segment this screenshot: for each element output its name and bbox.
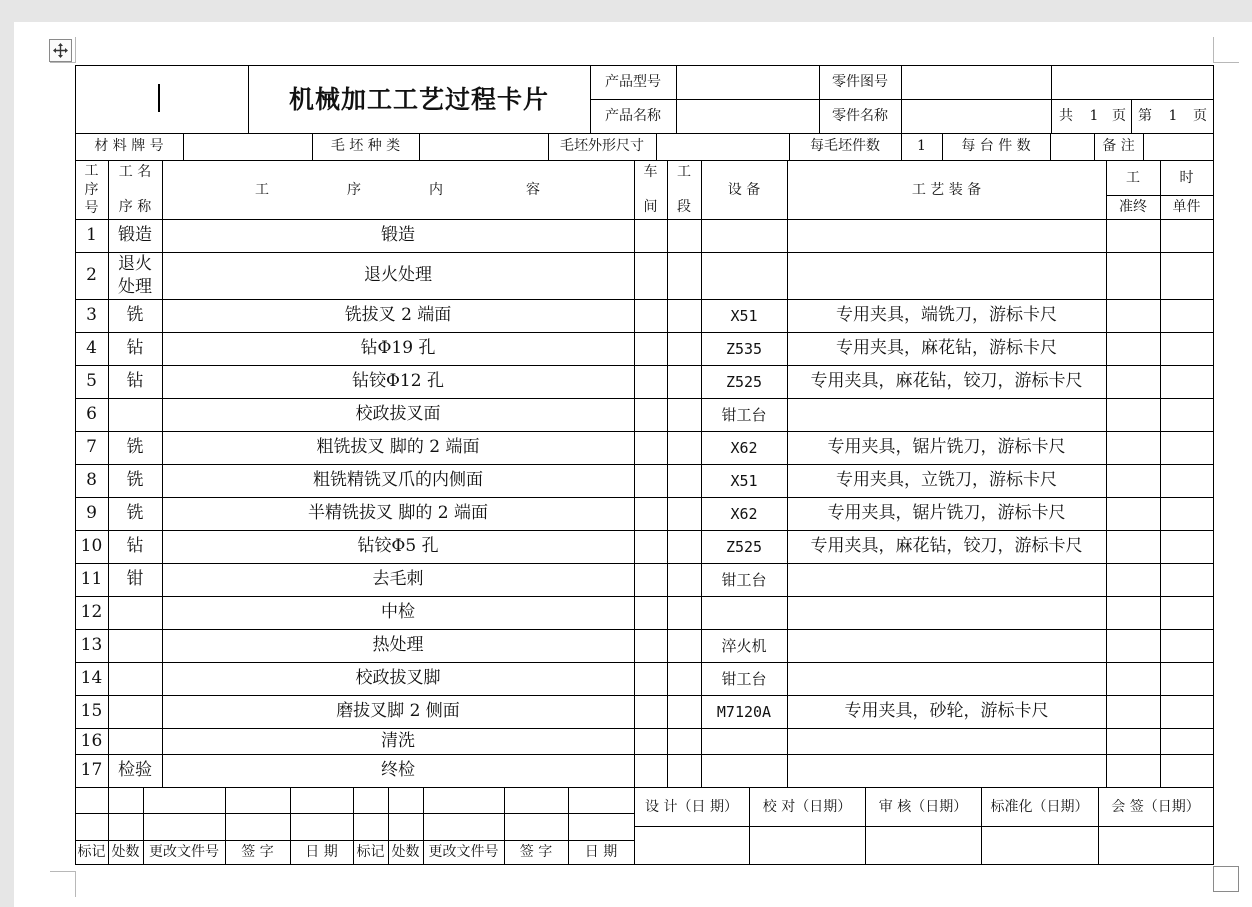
op-prep-time-cell[interactable] <box>1106 464 1160 497</box>
blank-type-field[interactable] <box>419 133 548 160</box>
part-drawing-no-label: 零件图号 <box>832 74 888 91</box>
parts-per-blank-value: 1 <box>917 138 926 155</box>
op-number: 8 <box>86 470 97 491</box>
op-unit-time-cell[interactable] <box>1160 596 1213 629</box>
table-rule <box>1106 195 1214 196</box>
col-op-no-3: 号 <box>84 199 99 216</box>
col-workshop-2: 间 <box>643 198 658 215</box>
op-prep-time-cell[interactable] <box>1106 497 1160 530</box>
op-prep-time-cell[interactable] <box>1106 252 1160 299</box>
col-unit-time: 单件 <box>1172 198 1201 215</box>
op-unit-time-cell[interactable] <box>1160 754 1213 787</box>
col-content-4: 容 <box>526 181 540 198</box>
card-title: 机械加工工艺过程卡片 <box>288 84 549 114</box>
op-tooling: 专用夹具，锯片铣刀，游标卡尺 <box>827 503 1066 524</box>
table-rule <box>108 787 109 865</box>
page-number: 1 <box>1168 107 1178 124</box>
col-op-name-1: 工 名 <box>118 163 152 180</box>
op-tooling: 专用夹具，锯片铣刀，游标卡尺 <box>827 437 1066 458</box>
countersign-date-label: 会 签（日期） <box>1111 798 1200 815</box>
op-unit-time-cell[interactable] <box>1160 728 1213 754</box>
op-workshop-cell[interactable] <box>634 497 667 530</box>
op-name <box>108 662 162 695</box>
total-page-unit: 页 <box>1112 107 1126 124</box>
op-section-cell[interactable] <box>667 431 701 464</box>
op-equipment: Z525 <box>725 537 763 556</box>
part-drawing-no-field[interactable] <box>901 66 1051 99</box>
op-equipment <box>701 728 787 754</box>
op-unit-time-cell[interactable] <box>1160 219 1213 252</box>
op-tooling: 专用夹具，砂轮，游标卡尺 <box>844 701 1049 722</box>
op-tooling <box>787 398 1106 431</box>
col-content-1: 工 <box>255 181 269 198</box>
standardize-date-label: 标准化（日期） <box>990 798 1089 815</box>
op-prep-time-cell[interactable] <box>1106 299 1160 332</box>
op-number: 13 <box>80 635 103 656</box>
part-name-field[interactable] <box>901 99 1051 133</box>
op-equipment <box>701 219 787 252</box>
remarks-label: 备 注 <box>1102 138 1135 155</box>
footer-date-label: 日 期 <box>305 843 338 860</box>
review-date-label: 审 核（日期） <box>878 798 968 815</box>
op-section-cell[interactable] <box>667 754 701 787</box>
op-prep-time-cell[interactable] <box>1106 563 1160 596</box>
op-workshop-cell[interactable] <box>634 398 667 431</box>
col-content-2: 序 <box>347 181 361 198</box>
op-name <box>108 596 162 629</box>
op-tooling: 专用夹具，麻花钻，铰刀，游标卡尺 <box>810 371 1083 392</box>
remarks-field[interactable] <box>1143 133 1213 160</box>
op-tooling: 专用夹具，端铣刀，游标卡尺 <box>836 305 1057 326</box>
col-equipment: 设 备 <box>727 181 761 198</box>
op-section-cell[interactable] <box>667 365 701 398</box>
proofread-date-label: 校 对（日期） <box>762 798 852 815</box>
blank-type-label: 毛 坯 种 类 <box>330 138 401 155</box>
col-tooling: 工 艺 装 备 <box>911 181 982 198</box>
table-rule <box>656 133 657 161</box>
table-rule <box>75 840 635 841</box>
table-rule <box>419 133 420 161</box>
op-prep-time-cell[interactable] <box>1106 596 1160 629</box>
op-number: 10 <box>80 536 103 557</box>
op-workshop-cell[interactable] <box>634 728 667 754</box>
table-rule <box>75 864 1214 865</box>
op-content: 磨拔叉脚 2 侧面 <box>336 701 460 722</box>
footer-change-doc-label: 更改文件号 <box>149 843 219 860</box>
op-section-cell[interactable] <box>667 252 701 299</box>
table-rule <box>290 787 291 865</box>
total-pages: 1 <box>1089 107 1099 124</box>
op-equipment: 淬火机 <box>721 636 767 655</box>
op-workshop-cell[interactable] <box>634 563 667 596</box>
op-content: 中检 <box>381 602 415 623</box>
op-workshop-cell[interactable] <box>634 530 667 563</box>
op-name: 退火处理 <box>118 254 152 297</box>
op-prep-time-cell[interactable] <box>1106 398 1160 431</box>
op-section-cell[interactable] <box>667 695 701 728</box>
op-unit-time-cell[interactable] <box>1160 662 1213 695</box>
op-tooling <box>787 629 1106 662</box>
table-rule <box>423 787 424 865</box>
op-section-cell[interactable] <box>667 332 701 365</box>
op-unit-time-cell[interactable] <box>1160 530 1213 563</box>
op-content: 去毛刺 <box>372 569 424 590</box>
col-op-name-2: 序 称 <box>118 198 152 215</box>
col-op-no-2: 序 <box>84 181 99 198</box>
op-prep-time-cell[interactable] <box>1106 219 1160 252</box>
op-equipment: 钳工台 <box>721 669 767 688</box>
op-content: 钻Φ19 孔 <box>360 338 436 359</box>
op-workshop-cell[interactable] <box>634 219 667 252</box>
op-prep-time-cell[interactable] <box>1106 695 1160 728</box>
table-rule <box>75 787 1214 788</box>
footer-mark-label: 标记 <box>77 843 106 860</box>
op-prep-time-cell[interactable] <box>1106 754 1160 787</box>
op-workshop-cell[interactable] <box>634 431 667 464</box>
op-tooling <box>787 563 1106 596</box>
footer-mark-label-2: 标记 <box>356 843 385 860</box>
table-rule <box>183 133 184 161</box>
op-workshop-cell[interactable] <box>634 252 667 299</box>
op-equipment: M7120A <box>716 702 772 721</box>
op-workshop-cell[interactable] <box>634 662 667 695</box>
op-name <box>108 695 162 728</box>
op-workshop-cell[interactable] <box>634 332 667 365</box>
product-name-label: 产品名称 <box>605 107 661 124</box>
product-name-field[interactable] <box>676 99 819 133</box>
op-section-cell[interactable] <box>667 563 701 596</box>
op-name: 钻 <box>126 338 144 359</box>
table-rule <box>634 826 1214 827</box>
table-rule <box>1213 65 1214 865</box>
op-tooling <box>787 662 1106 695</box>
op-content: 锻造 <box>381 225 415 246</box>
table-rule <box>590 99 1214 100</box>
table-rule <box>312 133 313 161</box>
table-rule <box>75 160 1214 161</box>
op-content: 钻铰Φ12 孔 <box>352 371 444 392</box>
op-section-cell[interactable] <box>667 398 701 431</box>
table-rule <box>981 787 982 865</box>
op-name: 检验 <box>118 760 152 781</box>
op-number: 7 <box>86 437 97 458</box>
op-number: 5 <box>86 371 97 392</box>
col-section-1: 工 <box>677 163 691 180</box>
op-tooling: 专用夹具，麻花钻，游标卡尺 <box>836 338 1057 359</box>
table-rule <box>353 787 354 865</box>
op-unit-time-cell[interactable] <box>1160 252 1213 299</box>
op-number: 9 <box>86 503 97 524</box>
col-section-2: 段 <box>677 198 691 215</box>
op-unit-time-cell[interactable] <box>1160 497 1213 530</box>
op-equipment: X62 <box>730 504 758 523</box>
parts-per-unit-field[interactable] <box>1050 133 1094 160</box>
op-prep-time-cell[interactable] <box>1106 431 1160 464</box>
op-workshop-cell[interactable] <box>634 299 667 332</box>
op-number: 15 <box>80 701 103 722</box>
blank-size-label: 毛坯外形尺寸 <box>560 138 644 155</box>
op-name <box>108 728 162 754</box>
op-workshop-cell[interactable] <box>634 629 667 662</box>
op-unit-time-cell[interactable] <box>1160 464 1213 497</box>
op-content: 校政拔叉面 <box>355 404 441 425</box>
op-section-cell[interactable] <box>667 596 701 629</box>
table-rule <box>749 787 750 865</box>
op-equipment: 钳工台 <box>721 405 767 424</box>
op-content: 退火处理 <box>364 265 432 286</box>
op-content: 半精铣拔叉 脚的 2 端面 <box>307 503 489 524</box>
table-rule <box>634 787 635 865</box>
design-date-label: 设 计（日 期） <box>645 798 738 815</box>
footer-count-label-2: 处数 <box>391 843 420 860</box>
op-prep-time-cell[interactable] <box>1106 332 1160 365</box>
op-name: 钻 <box>126 536 144 557</box>
col-time-2: 时 <box>1179 169 1194 186</box>
op-equipment: 钳工台 <box>721 570 767 589</box>
op-section-cell[interactable] <box>667 530 701 563</box>
table-rule <box>1098 787 1099 865</box>
op-content: 粗铣精铣叉爪的内侧面 <box>313 470 483 491</box>
op-workshop-cell[interactable] <box>634 754 667 787</box>
op-number: 12 <box>80 602 103 623</box>
op-unit-time-cell[interactable] <box>1160 695 1213 728</box>
op-name: 铣 <box>126 503 144 524</box>
op-name <box>108 629 162 662</box>
op-name <box>108 398 162 431</box>
op-section-cell[interactable] <box>667 728 701 754</box>
op-section-cell[interactable] <box>667 464 701 497</box>
op-content: 热处理 <box>372 635 424 656</box>
op-unit-time-cell[interactable] <box>1160 299 1213 332</box>
op-unit-time-cell[interactable] <box>1160 431 1213 464</box>
table-rule <box>942 133 943 161</box>
op-number: 6 <box>86 404 97 425</box>
op-name: 铣 <box>126 305 144 326</box>
op-content: 校政拔叉脚 <box>355 668 441 689</box>
op-prep-time-cell[interactable] <box>1106 629 1160 662</box>
op-prep-time-cell[interactable] <box>1106 728 1160 754</box>
table-rule <box>225 787 226 865</box>
table-rule <box>548 133 549 161</box>
op-tooling <box>787 728 1106 754</box>
op-content: 粗铣拔叉 脚的 2 端面 <box>316 437 480 458</box>
op-number: 4 <box>86 338 97 359</box>
table-rule <box>1143 133 1144 161</box>
col-time-1: 工 <box>1126 169 1140 186</box>
part-name-label: 零件名称 <box>832 107 888 124</box>
op-section-cell[interactable] <box>667 629 701 662</box>
op-equipment <box>701 754 787 787</box>
op-unit-time-cell[interactable] <box>1160 398 1213 431</box>
parts-per-unit-label: 每 台 件 数 <box>961 138 1031 155</box>
op-unit-time-cell[interactable] <box>1160 332 1213 365</box>
op-equipment: X51 <box>730 471 758 490</box>
op-equipment: Z535 <box>725 339 763 358</box>
op-number: 3 <box>86 305 97 326</box>
table-rule <box>865 787 866 865</box>
table-rule <box>75 813 635 814</box>
table-rule <box>75 133 1214 134</box>
op-section-cell[interactable] <box>667 219 701 252</box>
op-name: 铣 <box>126 470 144 491</box>
op-number: 2 <box>86 265 97 286</box>
op-workshop-cell[interactable] <box>634 695 667 728</box>
op-equipment: X51 <box>730 306 758 325</box>
op-number: 14 <box>80 668 103 689</box>
op-workshop-cell[interactable] <box>634 464 667 497</box>
op-prep-time-cell[interactable] <box>1106 530 1160 563</box>
col-content-3: 内 <box>429 181 443 198</box>
op-prep-time-cell[interactable] <box>1106 365 1160 398</box>
op-section-cell[interactable] <box>667 497 701 530</box>
op-equipment <box>701 252 787 299</box>
op-name: 钻 <box>126 371 144 392</box>
table-rule <box>504 787 505 865</box>
parts-per-blank-label: 每毛坯件数 <box>810 138 880 155</box>
op-section-cell[interactable] <box>667 299 701 332</box>
op-content: 钻铰Φ5 孔 <box>357 536 439 557</box>
table-rule <box>901 133 902 161</box>
op-number: 1 <box>86 225 97 246</box>
table-rule <box>143 787 144 865</box>
op-workshop-cell[interactable] <box>634 365 667 398</box>
op-number: 16 <box>80 730 103 751</box>
op-tooling: 专用夹具，立铣刀，游标卡尺 <box>836 470 1057 491</box>
page-label: 第 <box>1138 107 1152 124</box>
footer-signature-label: 签 字 <box>241 843 274 860</box>
col-prep-time: 准终 <box>1119 198 1147 215</box>
op-content: 终检 <box>381 760 415 781</box>
op-equipment: X62 <box>730 438 758 457</box>
op-number: 17 <box>80 760 103 781</box>
op-equipment <box>701 596 787 629</box>
table-rule <box>388 787 389 865</box>
op-unit-time-cell[interactable] <box>1160 629 1213 662</box>
material-grade-label: 材 料 牌 号 <box>94 138 164 155</box>
op-equipment: Z525 <box>725 372 763 391</box>
op-content: 铣拔叉 2 端面 <box>344 305 452 326</box>
table-rule <box>789 133 790 161</box>
table-rule <box>568 787 569 865</box>
op-tooling <box>787 252 1106 299</box>
product-model-field[interactable] <box>676 66 819 99</box>
footer-signature-label-2: 签 字 <box>519 843 553 860</box>
op-tooling <box>787 596 1106 629</box>
op-tooling: 专用夹具，麻花钻，铰刀，游标卡尺 <box>810 536 1083 557</box>
op-tooling <box>787 219 1106 252</box>
table-rule <box>1050 133 1051 161</box>
op-number: 11 <box>80 569 103 590</box>
table-rule <box>1131 99 1132 134</box>
op-prep-time-cell[interactable] <box>1106 662 1160 695</box>
footer-change-doc-label-2: 更改文件号 <box>428 843 499 860</box>
footer-count-label: 处数 <box>111 843 140 860</box>
op-tooling <box>787 754 1106 787</box>
col-op-no-1: 工 <box>84 162 99 179</box>
footer-date-label-2: 日 期 <box>584 843 618 860</box>
op-name: 钳 <box>126 569 144 590</box>
page-unit: 页 <box>1193 107 1207 124</box>
op-unit-time-cell[interactable] <box>1160 563 1213 596</box>
op-name: 铣 <box>126 437 144 458</box>
op-unit-time-cell[interactable] <box>1160 365 1213 398</box>
total-label: 共 <box>1059 107 1073 124</box>
table-rule <box>248 65 249 134</box>
text-cursor <box>158 84 160 112</box>
op-content: 清洗 <box>381 730 415 751</box>
table-rule <box>75 65 1214 66</box>
col-workshop-1: 车 <box>643 163 658 180</box>
op-workshop-cell[interactable] <box>634 596 667 629</box>
op-section-cell[interactable] <box>667 662 701 695</box>
material-grade-field[interactable] <box>183 133 312 160</box>
op-name: 锻造 <box>118 225 152 246</box>
blank-size-field[interactable] <box>656 133 789 160</box>
table-rule <box>1094 133 1095 161</box>
product-model-label: 产品型号 <box>605 74 661 91</box>
